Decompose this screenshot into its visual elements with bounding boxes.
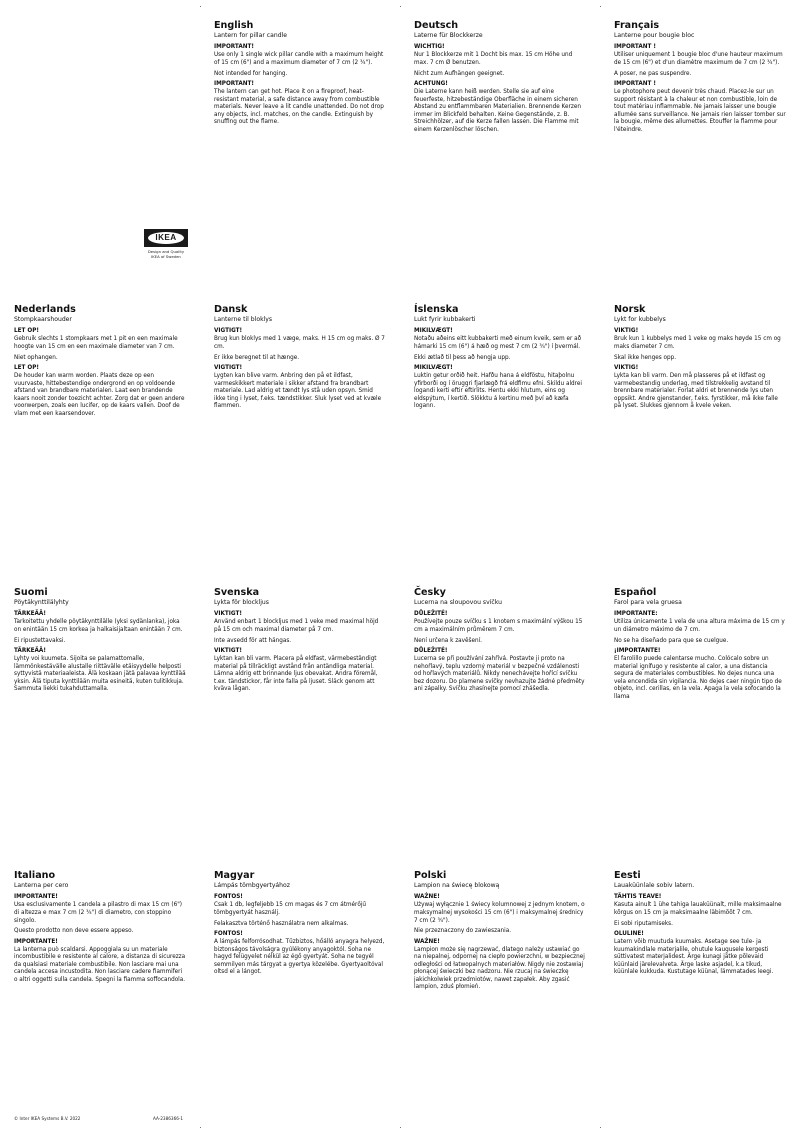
product-name: Lauaküünlale sobiv latern. bbox=[614, 882, 695, 890]
warning-heading: LET OP! bbox=[14, 328, 39, 335]
instruction-text: Lucerna se při používání zahřívá. Postavte ji proto na nehořlavý, teplu vzdorný materiál v bezpečné vzdálenosti od hořlavých materiálů. Nikdy nenechávejte hořící svíčku bez dozoru. Do plamene svíčky nevhazujte žádné předměty ani zápalky. Svíčku zhasínejte pomocí zhášedla. bbox=[414, 656, 585, 693]
instruction-text: Lygten kan blive varm. Anbring den på et ildfast, varmeskikkert materiale i sikker afstand fra brandbart materiale. Lad aldrig et tændt lys stå uden opsyn. Smid ikke ting i lyset, f.eks. tændstikker. Sluk lyset ved at kvæle flammen. bbox=[214, 373, 382, 410]
language-name: Dansk bbox=[214, 304, 248, 315]
instruction-text: Le photophore peut devenir très chaud. Placez-le sur un support résistant à la chaleur et non combustible, loin de tout matériau inflammable. Ne jamais laisser une bougie allumée sans surveillance. Ne jamais rien laisser tomber sur la bougie, même des allumettes. Etouffer la flamme pour l'éteindre. bbox=[614, 89, 786, 133]
instruction-text: Kasuta ainult 1 ühe tahiga lauaküünalt, mille maksimaalne kõrgus on 15 cm ja maksimaalne läbimõõt 7 cm. bbox=[614, 902, 782, 916]
ikea-wordmark: IKEA bbox=[155, 233, 177, 242]
warning-heading: MIKILVÆGT! bbox=[414, 328, 453, 335]
product-name: Lucerna na sloupovou svíčku bbox=[414, 599, 502, 607]
instruction-text: Tarkoitettu yhdelle pöytäkynttilälle (yksi sydänlanka), joka on enintään 15 cm korkea ja halkaisijaltaan enintään 7 cm. bbox=[14, 619, 183, 633]
warning-heading: DŮLEŽITÉ! bbox=[414, 648, 448, 655]
instruction-text: Lykta kan bli varm. Den må plasseres på et ildfast og varmebestandig underlag, med tilstrekkelig avstand til brennbare materialer. Forlat aldri et brennende lys uten oppsikt. Andre gjenstander, f.eks. fyrstikker, må ikke falle på lyset. Slukkes gjennom å kvele veken. bbox=[614, 373, 778, 410]
instruction-text: Use only 1 single wick pillar candle with a maximum height of 15 cm (6") and a maximum diameter of 7 cm (2 ¾"). bbox=[214, 52, 384, 66]
instruction-text: De houder kan warm worden. Plaats deze op een vuurvaste, hittebestendige ondergrond en op voldoende afstand van brandbare materialen. Laat een brandende kaars nooit zonder toezicht achter. Zorg dat er geen andere voorwerpen, zoals een lucifer, op de kaars vallen. Doof de vlam met een kaarsendover. bbox=[14, 373, 185, 417]
language-block bbox=[414, 20, 586, 137]
instruction-text: Csak 1 db, legfeljebb 15 cm magas és 7 cm átmérőjű tömbgyertyát használj. bbox=[214, 902, 367, 916]
instruction-text: Gebruik slechts 1 stompkaars met 1 pit en een maximale hoogte van 15 cm en een maximale diameter van 7 cm. bbox=[14, 336, 178, 350]
instruction-text: Lyktan kan bli varm. Placera på eldfast, värmebeständigt material på tillräckligt avstånd från antändliga material. Lämna aldrig ett brinnande ljus obevakat. Andra föremål, t.ex. tändstickor, får inte falla på ljuset. Släck genom att kväva lågan. bbox=[214, 656, 378, 693]
logo-caption bbox=[143, 250, 189, 259]
ikea-badge bbox=[144, 229, 188, 247]
instruction-text: Bruk kun 1 kubbelys med 1 veke og maks høyde 15 cm og maks diameter 7 cm. bbox=[614, 336, 781, 350]
warning-heading: WAŻNE! bbox=[414, 894, 440, 901]
instruction-text: Inte avsedd för att hängas. bbox=[214, 637, 292, 644]
instruction-text: Skal ikke henges opp. bbox=[614, 354, 677, 361]
language-name: Svenska bbox=[214, 587, 260, 598]
language-block bbox=[414, 587, 586, 697]
instruction-text: La lanterna può scaldarsi. Appoggiala su un materiale incombustibile e resistente al calore, a distanza di sicurezza da qualsiasi materiale combustibile. Non lasciare mai una candela accesa incustodita. Non lasciare cadere fiammiferi o altri oggetti sulla candela. Spegni la fiamma soffocandola. bbox=[14, 946, 186, 983]
instruction-text: Ekki ætlað til þess að hengja upp. bbox=[414, 354, 511, 361]
instruction-text: Nie przeznaczony do zawieszania. bbox=[414, 928, 512, 935]
warning-heading: VIKTIGT! bbox=[214, 648, 242, 655]
copyright: © Inter IKEA Systems B.V. 2022 bbox=[14, 1116, 81, 1121]
instruction-text: Używaj wyłącznie 1 świecy kolumnowej z jednym knotem, o maksymalnej wysokości 15 cm (6") i maksymalnej średnicy 7 cm (2 ¾"). bbox=[414, 902, 585, 924]
instruction-text: Questo prodotto non deve essere appeso. bbox=[14, 928, 134, 935]
instruction-text: Nicht zum Aufhängen geeignet. bbox=[414, 70, 505, 77]
instruction-text: Er ikke beregnet til at hænge. bbox=[214, 354, 300, 361]
instruction-text: Utiliza únicamente 1 vela de una altura máxima de 15 cm y un diámetro máximo de 7 cm. bbox=[614, 619, 785, 633]
language-block bbox=[214, 304, 386, 414]
instruction-text: Lyhty voi kuumeta. Sijoita se palamattomalle, lämmönkestävälle alustalle riittävälle etäisyydelle helposti syttyvistä materiaaleista. Älä koskaan jätä palavaa kynttilää yksin. Älä tiputa kynttilään muita esineitä, kuten tulitikkuja. Sammuta liekki tukahduttamalla. bbox=[14, 656, 186, 693]
warning-heading: FONTOS! bbox=[214, 894, 243, 901]
instruction-text: Niet ophangen. bbox=[14, 354, 58, 361]
warning-heading: LET OP! bbox=[14, 365, 39, 372]
warning-heading: VIKTIG! bbox=[614, 328, 639, 335]
warning-heading: VIGTIGT! bbox=[214, 365, 243, 372]
language-name: Česky bbox=[414, 587, 446, 598]
language-block bbox=[614, 587, 786, 704]
warning-heading: TÄHTIS TEAVE! bbox=[614, 894, 662, 901]
product-name: Lanterne pour bougie bloc bbox=[614, 32, 695, 40]
instruction-text: A poser, ne pas suspendre. bbox=[614, 70, 692, 77]
instruction-text: Notaðu aðeins eitt kubbakerti með einum kveik, sem er að hámarki 15 cm (6") á hæð og mest 7 cm (2 ¾") í þvermál. bbox=[414, 336, 582, 350]
instruction-text: Felakasztva történő használatra nem alkalmas. bbox=[214, 920, 349, 927]
language-block bbox=[614, 20, 786, 137]
registration-mark bbox=[400, 1127, 401, 1128]
language-name: Eesti bbox=[614, 870, 641, 881]
registration-mark bbox=[200, 1127, 201, 1128]
warning-heading: IMPORTANTE! bbox=[14, 894, 58, 901]
instruction-text: Not intended for hanging. bbox=[214, 70, 288, 77]
language-name: Norsk bbox=[614, 304, 646, 315]
instruction-text: The lantern can get hot. Place it on a fireproof, heat-resistant material, a safe distance away from combustible materials. Never leave a lit candle unattended. Do not drop any objects, incl. matches, on the candle. Extinguish by snuffing out the flame. bbox=[214, 89, 384, 126]
instruction-text: Brug kun bloklys med 1 væge, maks. H 15 cm og maks. Ø 7 cm. bbox=[214, 336, 385, 350]
warning-heading: DŮLEŽITÉ! bbox=[414, 611, 448, 618]
instruction-text: Ei ripustettavaksi. bbox=[14, 637, 66, 644]
language-name: Íslenska bbox=[414, 304, 459, 315]
language-name: Deutsch bbox=[414, 20, 459, 31]
product-name: Pöytäkynttilälyhty bbox=[14, 599, 69, 607]
language-block bbox=[14, 587, 186, 697]
instruction-text: Die Laterne kann heiß werden. Stelle sie auf eine feuerfeste, hitzebeständige Oberfläche in einem sicheren Abstand zu entflammbaren Materialien. Brennende Kerzen immer im Blickfeld behalten. Keine Gegenstände, z. B. Streichhölzer, auf die Kerze fallen lassen. Die Flamme mit einem Kerzenlöscher löschen. bbox=[414, 89, 581, 133]
language-name: Français bbox=[614, 20, 660, 31]
warning-heading: IMPORTANT ! bbox=[614, 81, 656, 88]
language-block bbox=[414, 870, 586, 995]
instruction-text: Používejte pouze svíčku s 1 knotem s maximální výškou 15 cm a maximálním průměrem 7 cm. bbox=[414, 619, 583, 633]
warning-heading: MIKILVÆGT! bbox=[414, 365, 453, 372]
language-block bbox=[14, 870, 186, 987]
warning-heading: TÄRKEÄÄ! bbox=[14, 611, 46, 618]
registration-mark bbox=[200, 6, 201, 7]
language-block bbox=[214, 20, 386, 130]
warning-heading: IMPORTANTE! bbox=[14, 938, 58, 945]
warning-heading: IMPORTANT! bbox=[214, 44, 254, 51]
product-name: Lanterna per cero bbox=[14, 882, 69, 890]
product-name: Farol para vela gruesa bbox=[614, 599, 682, 607]
registration-mark bbox=[400, 6, 401, 7]
warning-heading: TÄRKEÄÄ! bbox=[14, 648, 46, 655]
instruction-text: Använd enbart 1 blockljus med 1 veke med maximal höjd på 15 cm och maximal diameter på 7 cm. bbox=[214, 619, 379, 633]
warning-heading: FONTOS! bbox=[214, 931, 243, 938]
warning-heading: IMPORTANT ! bbox=[614, 44, 656, 51]
instruction-text: No se ha diseñado para que se cuelgue. bbox=[614, 637, 729, 644]
language-name: Italiano bbox=[14, 870, 56, 881]
instruction-text: Nur 1 Blockkerze mit 1 Docht bis max. 15 cm Höhe und max. 7 cm Ø benutzen. bbox=[414, 52, 573, 66]
document-code: AA-2386366-1 bbox=[153, 1116, 184, 1121]
language-block bbox=[614, 870, 786, 980]
instruction-text: Luktin getur orðið heit. Hafðu hana á eldföstu, hitaþolnu yfirborði og í öruggri fjarlægð frá eldfimu efni. Skildu aldrei logandi kerti eftir eftirlits. Hentu ekki hlutum, eins og eldspýtum, í kertið. Slökktu á kertinu með því að kæfa logann. bbox=[414, 373, 582, 410]
logo-caption-line: Design and Quality bbox=[147, 249, 185, 254]
warning-heading: VIGTIGT! bbox=[214, 328, 243, 335]
product-name: Laterne für Blockkerze bbox=[414, 32, 483, 40]
instruction-text: Utiliser uniquement 1 bougie bloc d'une hauteur maximum de 15 cm (6") et d'un diamètre maximum de 7 cm (2 ¾"). bbox=[614, 52, 783, 66]
warning-heading: VIKTIGT! bbox=[214, 611, 242, 618]
product-name: Lykt for kubbelys bbox=[614, 316, 666, 324]
warning-heading: IMPORTANTE: bbox=[614, 611, 658, 618]
language-name: English bbox=[214, 20, 254, 31]
language-block bbox=[14, 304, 186, 421]
product-name: Lukt fyrir kubbakerti bbox=[414, 316, 476, 324]
language-name: Español bbox=[614, 587, 657, 598]
warning-heading: VIKTIG! bbox=[614, 365, 639, 372]
registration-mark bbox=[600, 6, 601, 7]
instruction-text: Usa esclusivamente 1 candela a pilastro di max 15 cm (6") di altezza e max 7 cm (2 ¾") di diametro, con stoppino singolo. bbox=[14, 902, 183, 924]
instruction-text: Lampion może się nagrzewać, dlatego należy ustawiać go na niepalnej, odpornej na ciepło powierzchni, w bezpiecznej odległości od łatwopalnych materiałów. Nigdy nie zostawiaj płonącej świeczki bez nadzoru. Nie rzucaj na świeczkę jakichkolwiek przedmiotów, nawet zapałek. Aby zgasić lampion, zduś płomień. bbox=[414, 946, 585, 991]
warning-heading: WAŻNE! bbox=[414, 938, 440, 945]
warning-heading: IMPORTANT! bbox=[214, 81, 254, 88]
language-name: Nederlands bbox=[14, 304, 76, 315]
language-name: Polski bbox=[414, 870, 447, 881]
product-name: Lampion na świecę blokową bbox=[414, 882, 500, 890]
ikea-logo bbox=[143, 229, 189, 259]
instruction-text: Není určena k zavěšení. bbox=[414, 637, 482, 644]
registration-mark bbox=[600, 1127, 601, 1128]
language-block bbox=[414, 304, 586, 414]
product-name: Lanterne til bloklys bbox=[214, 316, 273, 324]
instruction-text: El farolillo puede calentarse mucho. Colócalo sobre un material ignífugo y resistente al calor, a una distancia segura de materiales combustibles. No dejes nunca una vela encendida sin vigilancia. No dejes caer ningún tipo de objeto, incl. cerillas, en la vela. Apaga la vela sofocando la llama bbox=[614, 656, 782, 700]
instruction-text: Latern võib muutuda kuumaks. Asetage see tule- ja kuumakindlale materjalile, ohutule kaugusele kergesti süttivatest materjalidest. Ärge kunagi jätke põlevaid küünlaid järelevalveta. Ärge laske asjadel, k.a tikud, küünlale kukkuda. Kustutage küünal, lämmatades leegi. bbox=[614, 939, 774, 976]
product-name: Stompkaarshouder bbox=[14, 316, 72, 324]
warning-heading: OLULINE! bbox=[614, 931, 644, 938]
product-name: Lykta för blockljus bbox=[214, 599, 269, 607]
language-block bbox=[214, 870, 386, 980]
language-block bbox=[214, 587, 386, 697]
language-name: Suomi bbox=[14, 587, 48, 598]
language-name: Magyar bbox=[214, 870, 255, 881]
product-name: Lantern for pillar candle bbox=[214, 32, 288, 40]
language-block bbox=[614, 304, 786, 414]
warning-heading: ¡IMPORTANTE! bbox=[614, 648, 661, 655]
instruction-text: A lámpás felforrósodhat. Tűzbiztos, hőálló anyagra helyezd, biztonságos távolságra gyúlékony anyagoktól. Soha ne hagyd felügyelet nélkül az égő gyertyát. Soha ne tegyél semmilyen más tárgyat a gyertya közelébe. Gyertyaoltóval oltsd el a lángot. bbox=[214, 939, 385, 976]
logo-caption-line: IKEA of Sweden bbox=[151, 253, 181, 259]
warning-heading: ACHTUNG! bbox=[414, 81, 448, 88]
product-name: Lámpás tömbgyertyához bbox=[214, 882, 290, 890]
warning-heading: WICHTIG! bbox=[414, 44, 445, 51]
instruction-text: Ei sobi riputamiseks. bbox=[614, 920, 673, 927]
